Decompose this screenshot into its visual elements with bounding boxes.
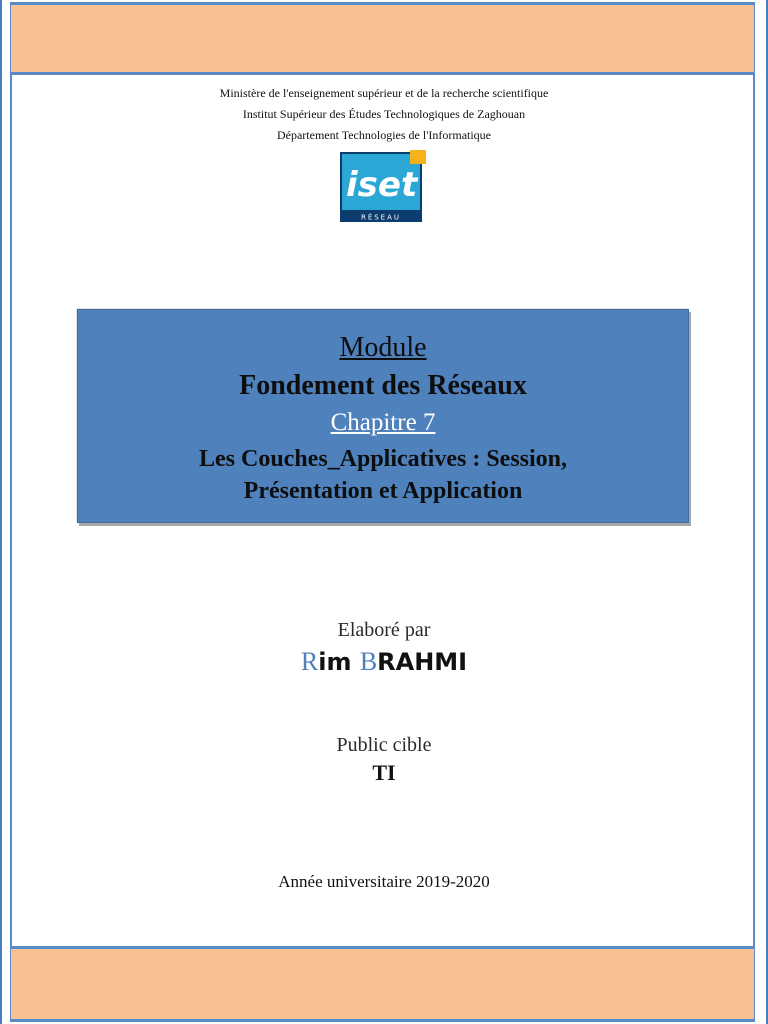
author-first-initial: R xyxy=(300,647,319,676)
academic-year: Année universitaire 2019-2020 xyxy=(278,872,490,891)
author-first-rest: im xyxy=(318,648,352,676)
title-box xyxy=(77,309,689,523)
frame-right-border xyxy=(753,75,755,946)
audience-label: Public cible xyxy=(336,734,432,756)
svg-text:RÉSEAU: RÉSEAU xyxy=(360,213,402,222)
author-label: Elaboré par xyxy=(337,619,431,641)
audience-value: TI xyxy=(372,760,396,785)
svg-text:iset: iset xyxy=(346,165,418,205)
chapter-subtitle-line1: Les Couches_Applicatives : Session, xyxy=(198,446,568,472)
page-edge-left xyxy=(0,0,2,1024)
module-label: Module xyxy=(339,332,427,363)
author-name xyxy=(0,647,768,677)
ministry-line: Ministère de l'enseignement supérieur et de la recherche scientifique xyxy=(219,86,549,100)
department-line: Département Technologies de l'Informatique xyxy=(276,128,492,142)
course-title: Fondement des Réseaux xyxy=(239,370,527,401)
institute-line: Institut Supérieur des Études Technologiques de Zaghouan xyxy=(242,107,526,121)
top-band xyxy=(10,2,755,75)
chapter-label: Chapitre 7 xyxy=(330,409,436,436)
author-last-rest: RAHMI xyxy=(377,648,468,676)
author-last-initial: B xyxy=(359,647,378,676)
chapter-subtitle-line2: Présentation et Application xyxy=(243,478,523,504)
iset-logo xyxy=(340,150,426,223)
frame-left-border xyxy=(10,75,12,946)
bottom-band xyxy=(10,946,755,1022)
